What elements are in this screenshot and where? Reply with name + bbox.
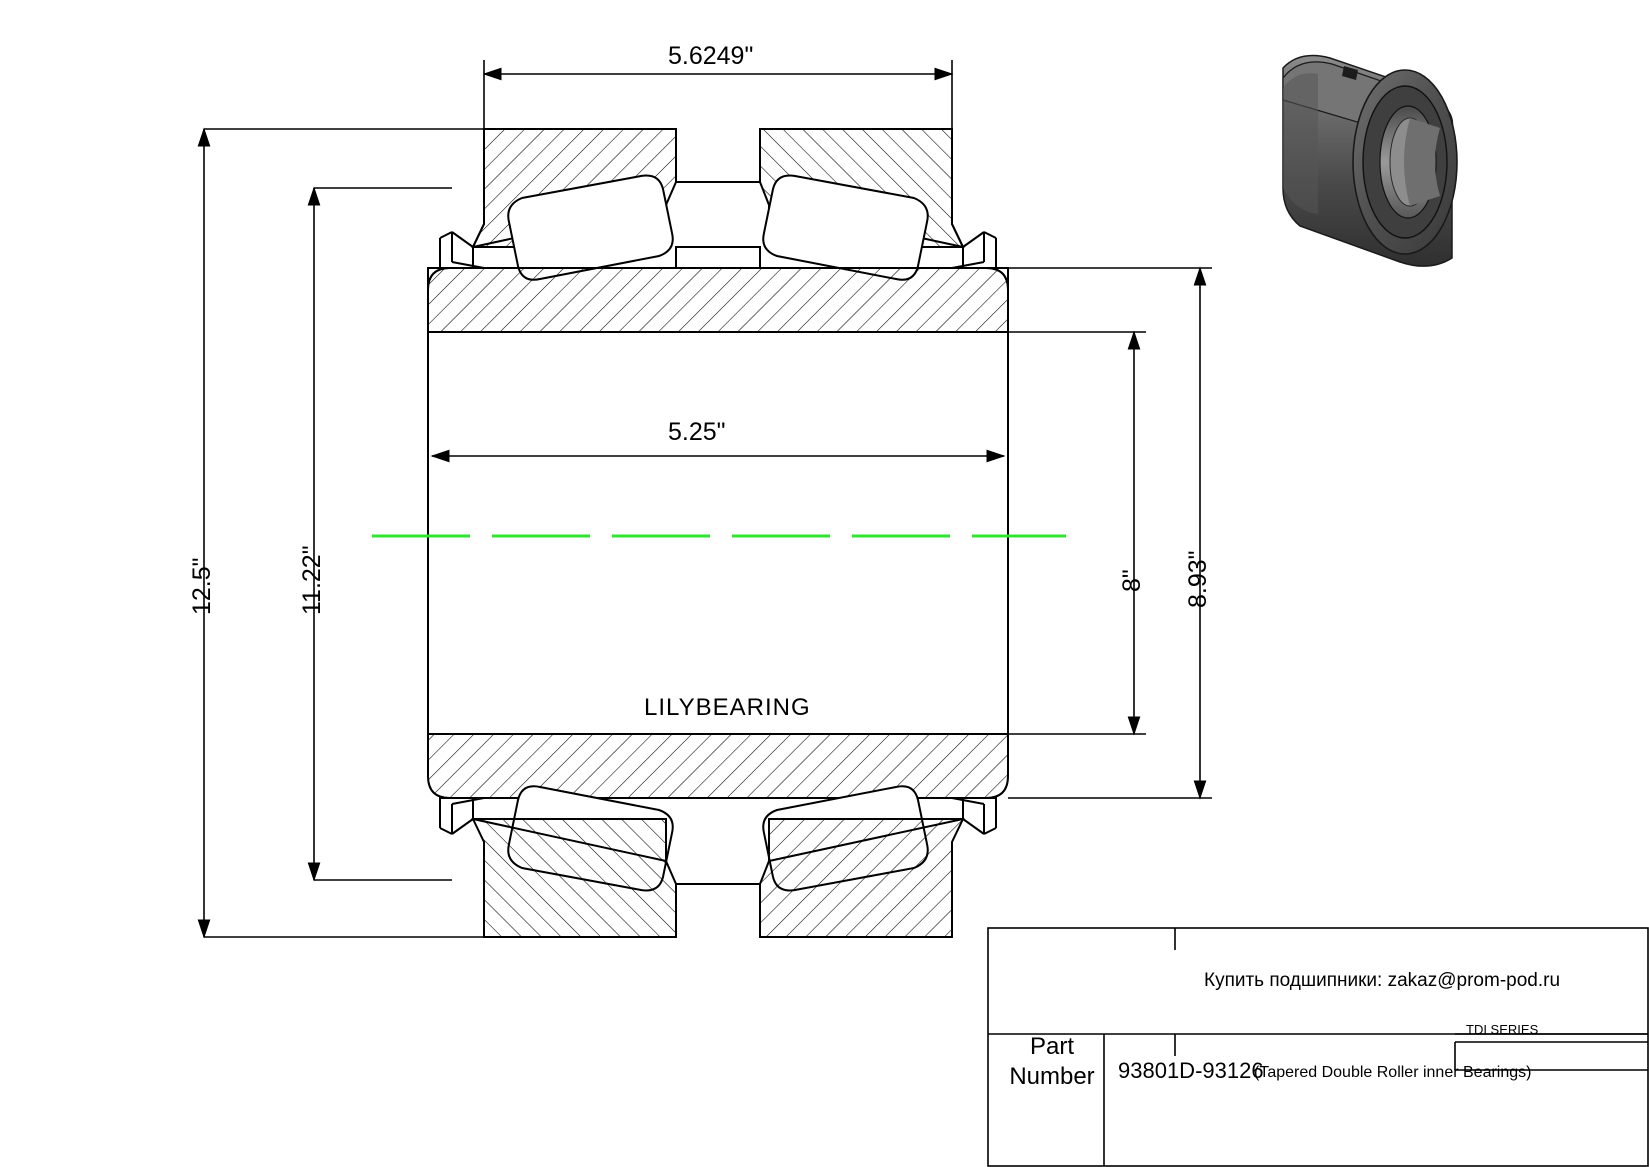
part-description: (Tapered Double Roller inner Bearings) <box>1254 1064 1532 1081</box>
dimension-outer-diameter: 12.5" <box>188 557 216 615</box>
part-number: 93801D-93126 <box>1118 1058 1264 1083</box>
part-label <box>1004 1032 1100 1092</box>
dimension-inner-width: 5.25" <box>668 418 726 446</box>
dimension-bore: 8" <box>1118 569 1146 592</box>
part-label-line1: Part <box>1029 1033 1074 1060</box>
dimension-inner-race: 8.93" <box>1184 550 1212 608</box>
brand-watermark: LILYBEARING <box>644 694 811 721</box>
bearing-3d-icon <box>1283 56 1457 267</box>
series-label: TDI SERIES <box>1466 1022 1539 1037</box>
contact-text: Купить подшипники: zakaz@prom-pod.ru <box>1204 970 1561 991</box>
part-label-line2: Number <box>1009 1063 1095 1090</box>
dimension-top-width: 5.6249" <box>668 42 754 70</box>
dimension-secondary-diameter: 11.22" <box>298 545 326 615</box>
